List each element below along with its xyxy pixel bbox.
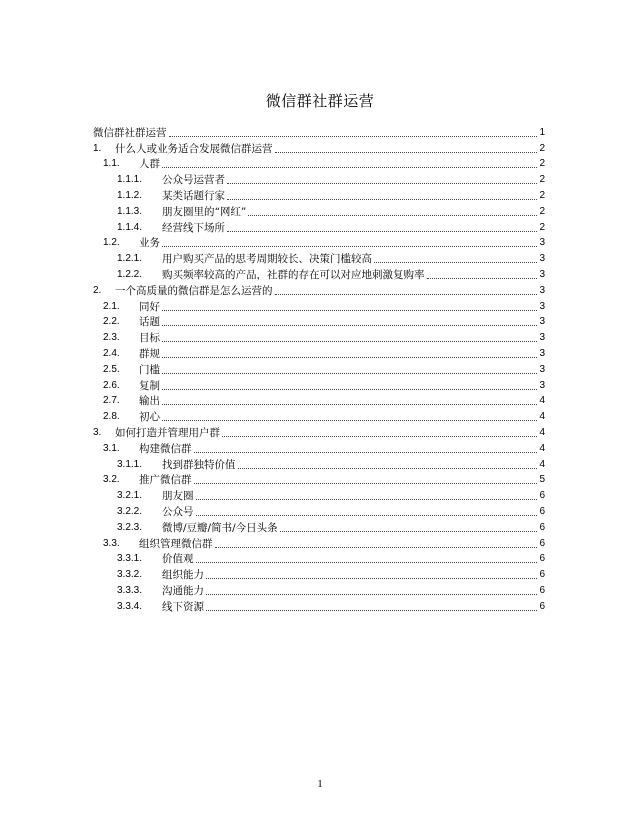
toc-dot-leader (206, 610, 537, 611)
toc-entry-title: 购买频率较高的产品，社群的存在可以对应地刺激复购率 (162, 268, 425, 281)
toc-dot-leader (162, 167, 537, 168)
toc-entry-number: 1.1.2. (117, 189, 143, 201)
toc-entry-title: 朋友圈 (162, 490, 194, 503)
toc-entry[interactable] (93, 519, 545, 535)
toc-entry[interactable] (93, 472, 545, 488)
toc-entry-title: 找到群独特价值 (162, 458, 236, 471)
toc-entry-number: 3.2. (103, 474, 120, 486)
toc-entry-title: 同好 (139, 300, 160, 313)
toc-entry-number: 3.2.1. (117, 490, 143, 502)
toc-entry-number: 3.3.1. (117, 553, 143, 565)
toc-entry[interactable] (93, 140, 545, 156)
toc-entry-page: 6 (539, 490, 545, 502)
toc-entry-page: 6 (539, 553, 545, 565)
toc-entry[interactable] (93, 329, 545, 345)
toc-entry-page: 4 (539, 442, 545, 454)
toc-entry-number: 2.3. (103, 332, 120, 344)
toc-dot-leader (162, 357, 537, 358)
toc-entry-number: 1. (93, 142, 102, 154)
toc-entry-title: 一个高质量的微信群是怎么运营的 (115, 284, 273, 297)
toc-entry-title: 线下资源 (162, 600, 204, 613)
toc-entry-number: 3.3. (103, 537, 120, 549)
toc-entry-page: 2 (539, 221, 545, 233)
toc-entry-number: 2.5. (103, 363, 120, 375)
toc-entry[interactable] (93, 171, 545, 187)
toc-entry[interactable] (93, 535, 545, 551)
toc-dot-leader (227, 199, 537, 200)
toc-entry-title: 复制 (139, 379, 160, 392)
toc-entry-title: 业务 (139, 237, 160, 250)
toc-dot-leader (162, 341, 537, 342)
toc-entry-title: 经营线下场所 (162, 221, 225, 234)
toc-dot-leader (194, 452, 538, 453)
toc-entry-page: 3 (539, 284, 545, 296)
toc-entry-title: 沟通能力 (162, 584, 204, 597)
toc-entry-number: 1.2.1. (117, 253, 143, 265)
toc-entry-page: 3 (539, 253, 545, 265)
toc-entry-title: 组织能力 (162, 569, 204, 582)
toc-entry-number: 2.8. (103, 411, 120, 423)
toc-entry-title: 公众号运营者 (162, 174, 225, 187)
toc-entry-title: 微信群社群运营 (93, 126, 167, 139)
toc-entry-number: 2. (93, 284, 102, 296)
toc-dot-leader (206, 578, 537, 579)
toc-dot-leader (194, 483, 538, 484)
toc-entry[interactable] (93, 487, 545, 503)
toc-entry[interactable] (93, 598, 545, 614)
toc-entry[interactable] (93, 345, 545, 361)
toc-entry-page: 3 (539, 268, 545, 280)
toc-entry-number: 3. (93, 426, 102, 438)
toc-dot-leader (162, 325, 537, 326)
toc-entry-title: 如何打造并管理用户群 (115, 426, 220, 439)
toc-entry-number: 3.3.3. (117, 584, 143, 596)
toc-entry-number: 1.1.1. (117, 174, 143, 186)
toc-entry[interactable] (93, 203, 545, 219)
toc-dot-leader (169, 136, 538, 137)
toc-entry-title: 目标 (139, 332, 160, 345)
toc-entry-page: 6 (539, 569, 545, 581)
toc-entry-page: 4 (539, 458, 545, 470)
toc-entry-title: 人群 (139, 158, 160, 171)
toc-entry-title: 组织管理微信群 (139, 537, 213, 550)
toc-entry-page: 3 (539, 363, 545, 375)
toc-entry-number: 2.2. (103, 316, 120, 328)
toc-dot-leader (238, 468, 538, 469)
toc-entry-page: 2 (539, 189, 545, 201)
toc-entry-page: 4 (539, 411, 545, 423)
toc-dot-leader (196, 515, 538, 516)
toc-entry[interactable] (93, 266, 545, 282)
toc-entry[interactable] (93, 124, 545, 140)
toc-entry-title: 构建微信群 (139, 442, 192, 455)
toc-dot-leader (227, 231, 537, 232)
toc-dot-leader (162, 420, 537, 421)
toc-entry[interactable] (93, 187, 545, 203)
toc-entry[interactable] (93, 314, 545, 330)
toc-dot-leader (275, 152, 538, 153)
toc-entry-number: 1.1.4. (117, 221, 143, 233)
toc-entry-number: 1.2. (103, 237, 120, 249)
toc-entry-page: 6 (539, 584, 545, 596)
toc-entry-page: 4 (539, 426, 545, 438)
toc-entry-title: 输出 (139, 395, 160, 408)
toc-entry-title: 用户购买产品的思考周期较长、决策门槛较高 (162, 253, 372, 266)
toc-entry[interactable] (93, 582, 545, 598)
toc-entry-page: 3 (539, 300, 545, 312)
toc-dot-leader (196, 499, 538, 500)
toc-entry-title: 群规 (139, 347, 160, 360)
toc-dot-leader (162, 310, 537, 311)
toc-entry-page: 2 (539, 158, 545, 170)
toc-dot-leader (280, 531, 538, 532)
toc-entry-page: 5 (539, 474, 545, 486)
toc-entry-number: 2.1. (103, 300, 120, 312)
toc-entry[interactable] (93, 219, 545, 235)
toc-entry-page: 2 (539, 205, 545, 217)
toc-entry[interactable] (93, 250, 545, 266)
toc-dot-leader (227, 183, 537, 184)
toc-entry-page: 3 (539, 332, 545, 344)
toc-dot-leader (162, 389, 537, 390)
toc-entry-page: 6 (539, 521, 545, 533)
toc-entry-page: 6 (539, 537, 545, 549)
toc-dot-leader (162, 246, 537, 247)
toc-entry[interactable] (93, 503, 545, 519)
toc-entry-number: 3.1.1. (117, 458, 143, 470)
toc-dot-leader (427, 278, 538, 279)
toc-entry-title: 推广微信群 (139, 474, 192, 487)
toc-dot-leader (215, 547, 538, 548)
toc-entry-page: 3 (539, 237, 545, 249)
toc-entry-number: 3.3.4. (117, 600, 143, 612)
toc-entry-page: 6 (539, 505, 545, 517)
toc-entry-page: 2 (539, 142, 545, 154)
toc-entry[interactable] (93, 298, 545, 314)
toc-dot-leader (162, 373, 537, 374)
toc-entry-title: 话题 (139, 316, 160, 329)
toc-dot-leader (206, 594, 537, 595)
toc-entry-page: 2 (539, 174, 545, 186)
toc-entry[interactable] (93, 377, 545, 393)
toc-entry[interactable] (93, 424, 545, 440)
toc-entry-number: 3.1. (103, 442, 120, 454)
toc-entry-number: 1.1. (103, 158, 120, 170)
toc-entry-page: 6 (539, 600, 545, 612)
toc-entry[interactable] (93, 393, 545, 409)
toc-entry-number: 3.2.3. (117, 521, 143, 533)
toc-entry-page: 4 (539, 395, 545, 407)
toc-entry-title: 朋友圈里的“网红” (162, 205, 247, 218)
toc-dot-leader (162, 404, 537, 405)
toc-entry-title: 某类话题行家 (162, 189, 225, 202)
table-of-contents (93, 124, 545, 614)
toc-entry-number: 2.6. (103, 379, 120, 391)
toc-dot-leader (222, 436, 537, 437)
toc-entry-title: 门槛 (139, 363, 160, 376)
toc-dot-leader (248, 215, 537, 216)
toc-entry-number: 2.7. (103, 395, 120, 407)
toc-entry[interactable] (93, 566, 545, 582)
toc-entry-title: 什么人或业务适合发展微信群运营 (115, 142, 273, 155)
toc-entry-number: 1.1.3. (117, 205, 143, 217)
toc-entry-title: 价值观 (162, 553, 194, 566)
toc-entry[interactable] (93, 408, 545, 424)
toc-entry-page: 3 (539, 316, 545, 328)
toc-entry-title: 初心 (139, 411, 160, 424)
page-number: 1 (317, 778, 323, 790)
toc-entry-title: 公众号 (162, 505, 194, 518)
toc-entry-number: 1.2.2. (117, 268, 143, 280)
toc-entry[interactable] (93, 440, 545, 456)
toc-entry-title: 微博/豆瓣/简书/今日头条 (162, 521, 278, 534)
page-title: 微信群社群运营 (265, 92, 375, 110)
toc-entry-number: 3.3.2. (117, 569, 143, 581)
toc-entry[interactable] (93, 282, 545, 298)
toc-entry-page: 3 (539, 347, 545, 359)
toc-entry[interactable] (93, 235, 545, 251)
toc-entry[interactable] (93, 361, 545, 377)
toc-entry[interactable] (93, 156, 545, 172)
toc-entry[interactable] (93, 551, 545, 567)
toc-entry[interactable] (93, 456, 545, 472)
toc-dot-leader (196, 562, 538, 563)
toc-dot-leader (275, 294, 538, 295)
toc-entry-number: 3.2.2. (117, 505, 143, 517)
toc-dot-leader (374, 262, 537, 263)
toc-entry-page: 1 (539, 126, 545, 138)
toc-entry-page: 3 (539, 379, 545, 391)
toc-entry-number: 2.4. (103, 347, 120, 359)
